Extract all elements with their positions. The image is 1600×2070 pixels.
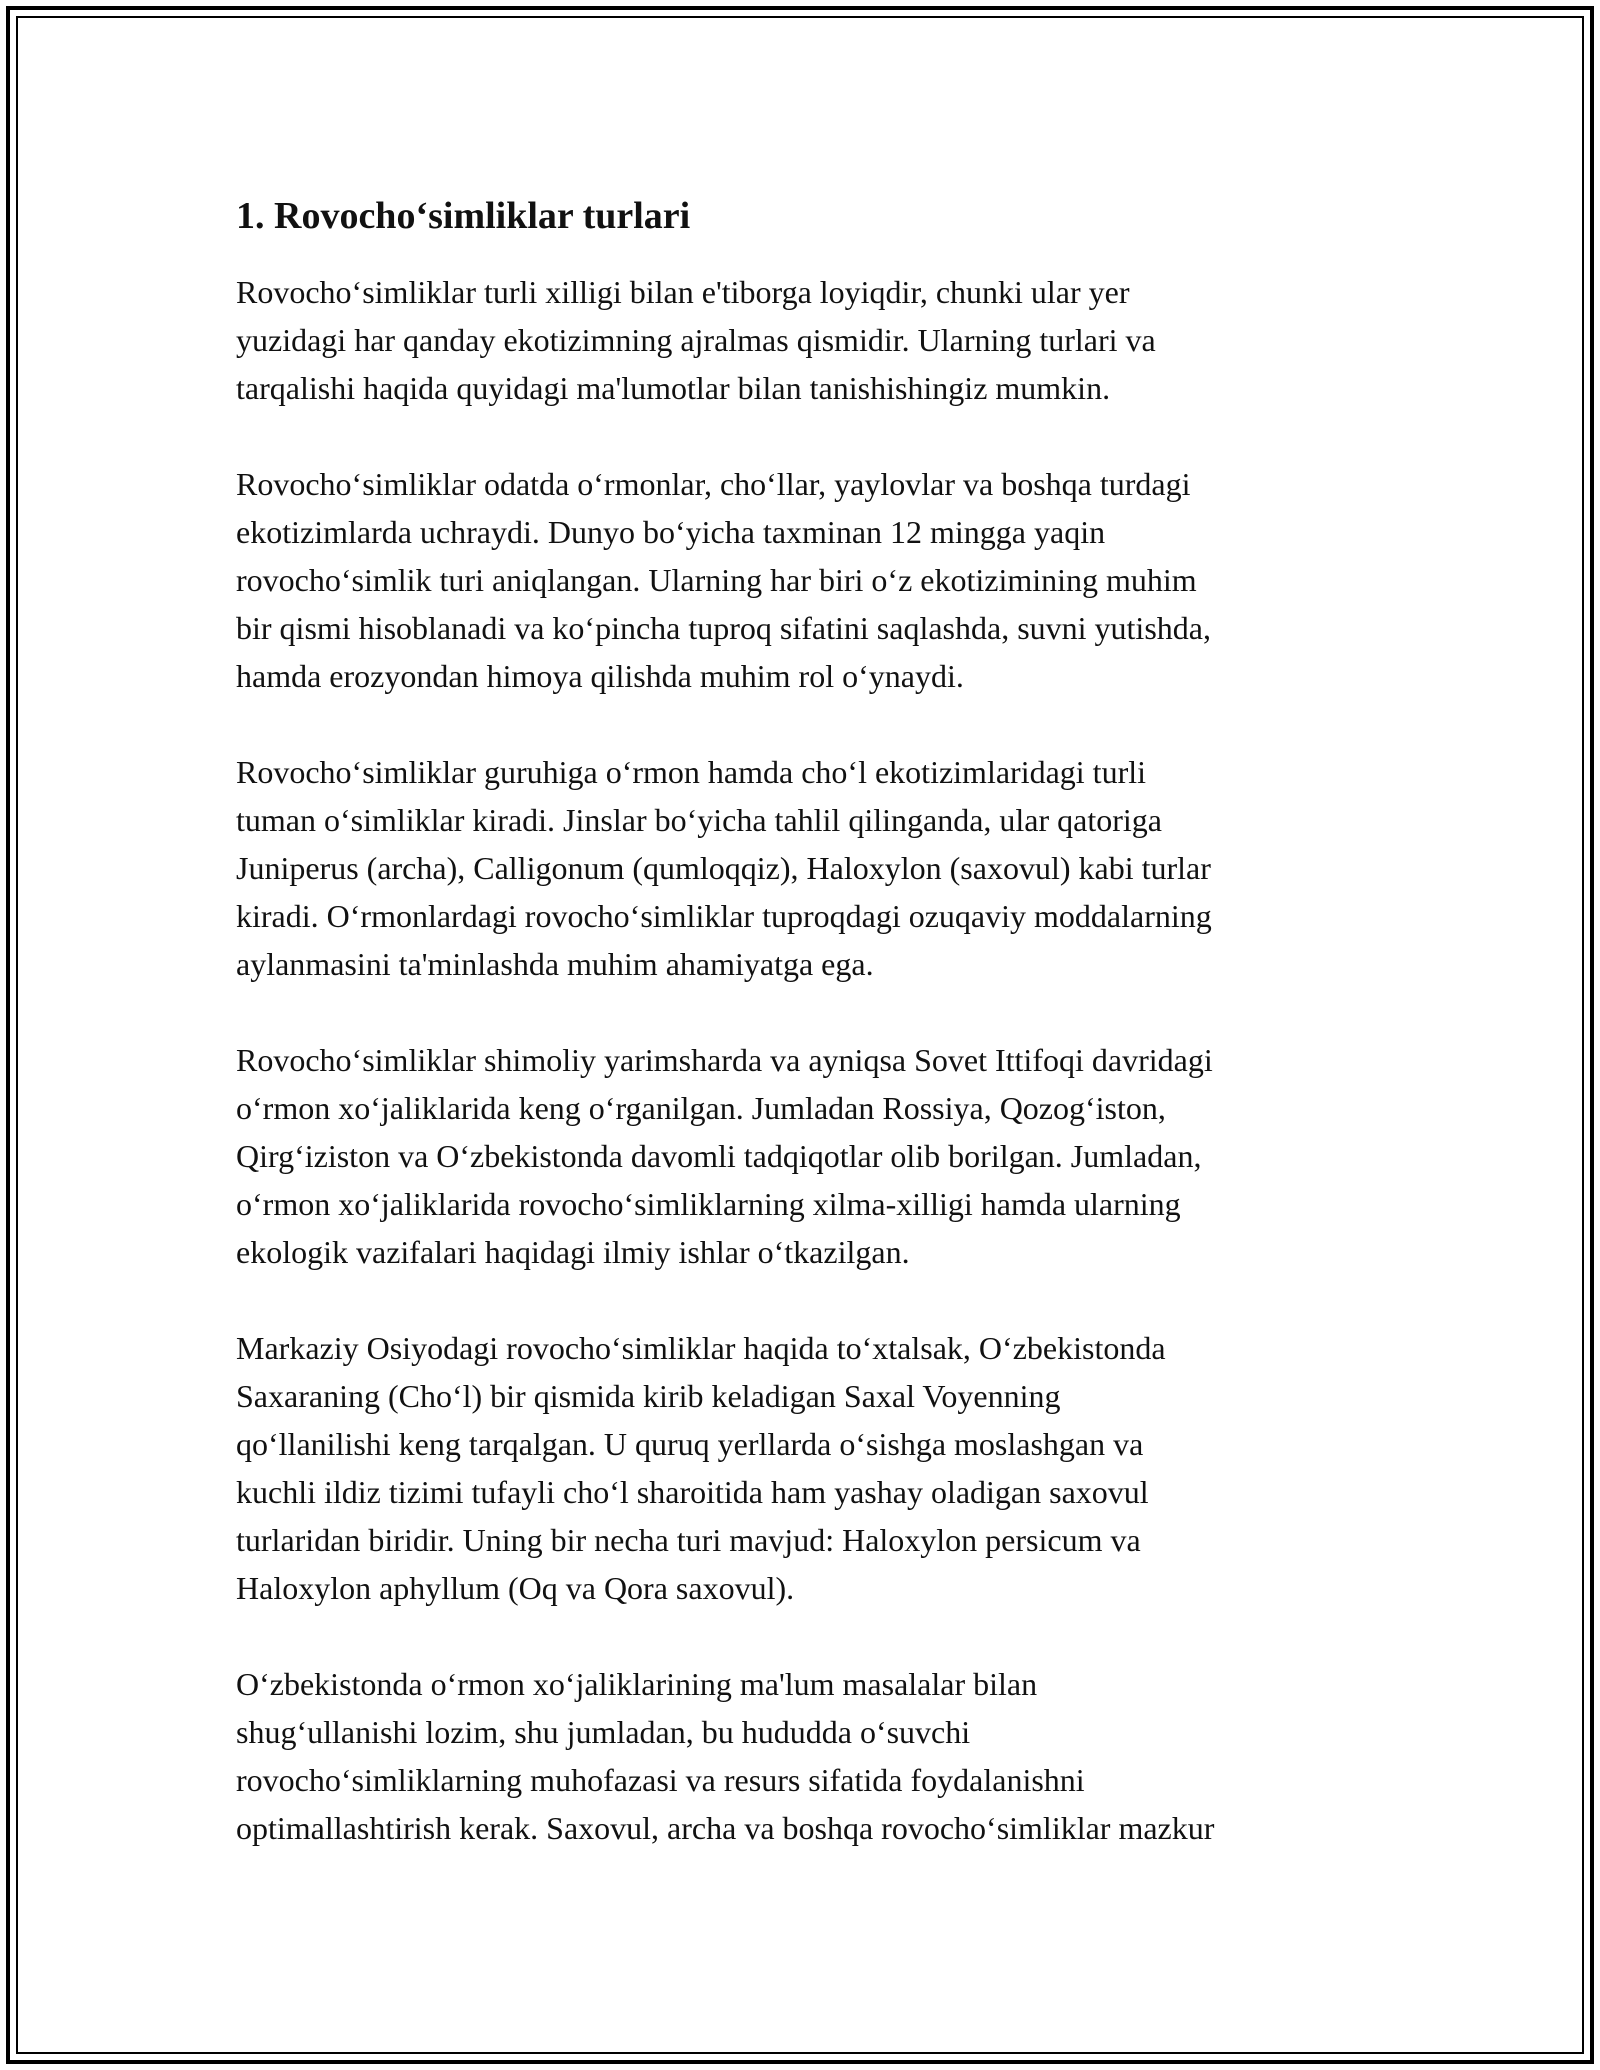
paragraph-line: optimallashtirish kerak. Saxovul, archa va boshqa rovocho‘simliklar mazkur <box>236 1810 1215 1846</box>
paragraph-line: Rovocho‘simliklar shimoliy yarimsharda va ayniqsa Sovet Ittifoqi davridagi <box>236 1042 1213 1078</box>
paragraph-central-asia <box>236 1324 1376 1612</box>
paragraph-line: Rovocho‘simliklar turli xilligi bilan e'tiborga loyiqdir, chunki ular yer <box>236 274 1130 310</box>
section-heading: 1. Rovocho‘simliklar turlari <box>236 195 691 237</box>
paragraph-line: Markaziy Osiyodagi rovocho‘simliklar haqida to‘xtalsak, O‘zbekistonda <box>236 1330 1166 1366</box>
paragraph-line: O‘zbekistonda o‘rmon xo‘jaliklarining ma'lum masalalar bilan <box>236 1666 1038 1702</box>
paragraph-genera <box>236 748 1376 988</box>
paragraph-research <box>236 1036 1376 1276</box>
paragraph-line: ekologik vazifalari haqidagi ilmiy ishlar o‘tkazilgan. <box>236 1234 910 1270</box>
paragraph-line: qo‘llanilishi keng tarqalgan. U quruq yerllarda o‘sishga moslashgan va <box>236 1426 1144 1462</box>
paragraph-line: yuzidagi har qanday ekotizimning ajralmas qismidir. Ularning turlari va <box>236 322 1156 358</box>
paragraph-line: tuman o‘simliklar kiradi. Jinslar bo‘yicha tahlil qilinganda, ular qatoriga <box>236 802 1162 838</box>
paragraph-line: kuchli ildiz tizimi tufayli cho‘l sharoitida ham yashay oladigan saxovul <box>236 1474 1149 1510</box>
paragraph-line: rovocho‘simlik turi aniqlangan. Ularning har biri o‘z ekotizimining muhim <box>236 562 1197 598</box>
paragraph-habitats <box>236 460 1376 700</box>
paragraph-line: Qirg‘iziston va O‘zbekistonda davomli tadqiqotlar olib borilgan. Jumladan, <box>236 1138 1202 1174</box>
paragraph-line: Saxaraning (Cho‘l) bir qismida kirib keladigan Saxal Voyenning <box>236 1378 1061 1414</box>
paragraph-line: o‘rmon xo‘jaliklarida keng o‘rganilgan. Jumladan Rossiya, Qozog‘iston, <box>236 1090 1166 1126</box>
paragraph-line: Haloxylon aphyllum (Oq va Qora saxovul). <box>236 1570 795 1606</box>
paragraph-line: Rovocho‘simliklar odatda o‘rmonlar, cho‘llar, yaylovlar va boshqa turdagi <box>236 466 1191 502</box>
paragraph-line: bir qismi hisoblanadi va ko‘pincha tuproq sifatini saqlashda, suvni yutishda, <box>236 610 1211 646</box>
document-body <box>236 188 1376 1900</box>
paragraph-uzbekistan-forestry <box>236 1660 1376 1852</box>
paragraph-line: Rovocho‘simliklar guruhiga o‘rmon hamda cho‘l ekotizimlaridagi turli <box>236 754 1146 790</box>
paragraph-line: shug‘ullanishi lozim, shu jumladan, bu hududda o‘suvchi <box>236 1714 971 1750</box>
paragraph-line: hamda erozyondan himoya qilishda muhim rol o‘ynaydi. <box>236 658 964 694</box>
paragraph-line: tarqalishi haqida quyidagi ma'lumotlar bilan tanishishingiz mumkin. <box>236 370 1111 406</box>
paragraph-line: aylanmasini ta'minlashda muhim ahamiyatga ega. <box>236 946 874 982</box>
paragraph-line: o‘rmon xo‘jaliklarida rovocho‘simliklarning xilma-xilligi hamda ularning <box>236 1186 1181 1222</box>
paragraph-line: kiradi. O‘rmonlardagi rovocho‘simliklar tuproqdagi ozuqaviy moddalarning <box>236 898 1212 934</box>
paragraph-line: Juniperus (archa), Calligonum (qumloqqiz), Haloxylon (saxovul) kabi turlar <box>236 850 1211 886</box>
paragraph-line: rovocho‘simliklarning muhofazasi va resurs sifatida foydalanishni <box>236 1762 1085 1798</box>
paragraph-line: turlaridan biridir. Uning bir necha turi mavjud: Haloxylon persicum va <box>236 1522 1141 1558</box>
paragraph-line: ekotizimlarda uchraydi. Dunyo bo‘yicha taxminan 12 mingga yaqin <box>236 514 1106 550</box>
paragraph-intro <box>236 268 1376 412</box>
